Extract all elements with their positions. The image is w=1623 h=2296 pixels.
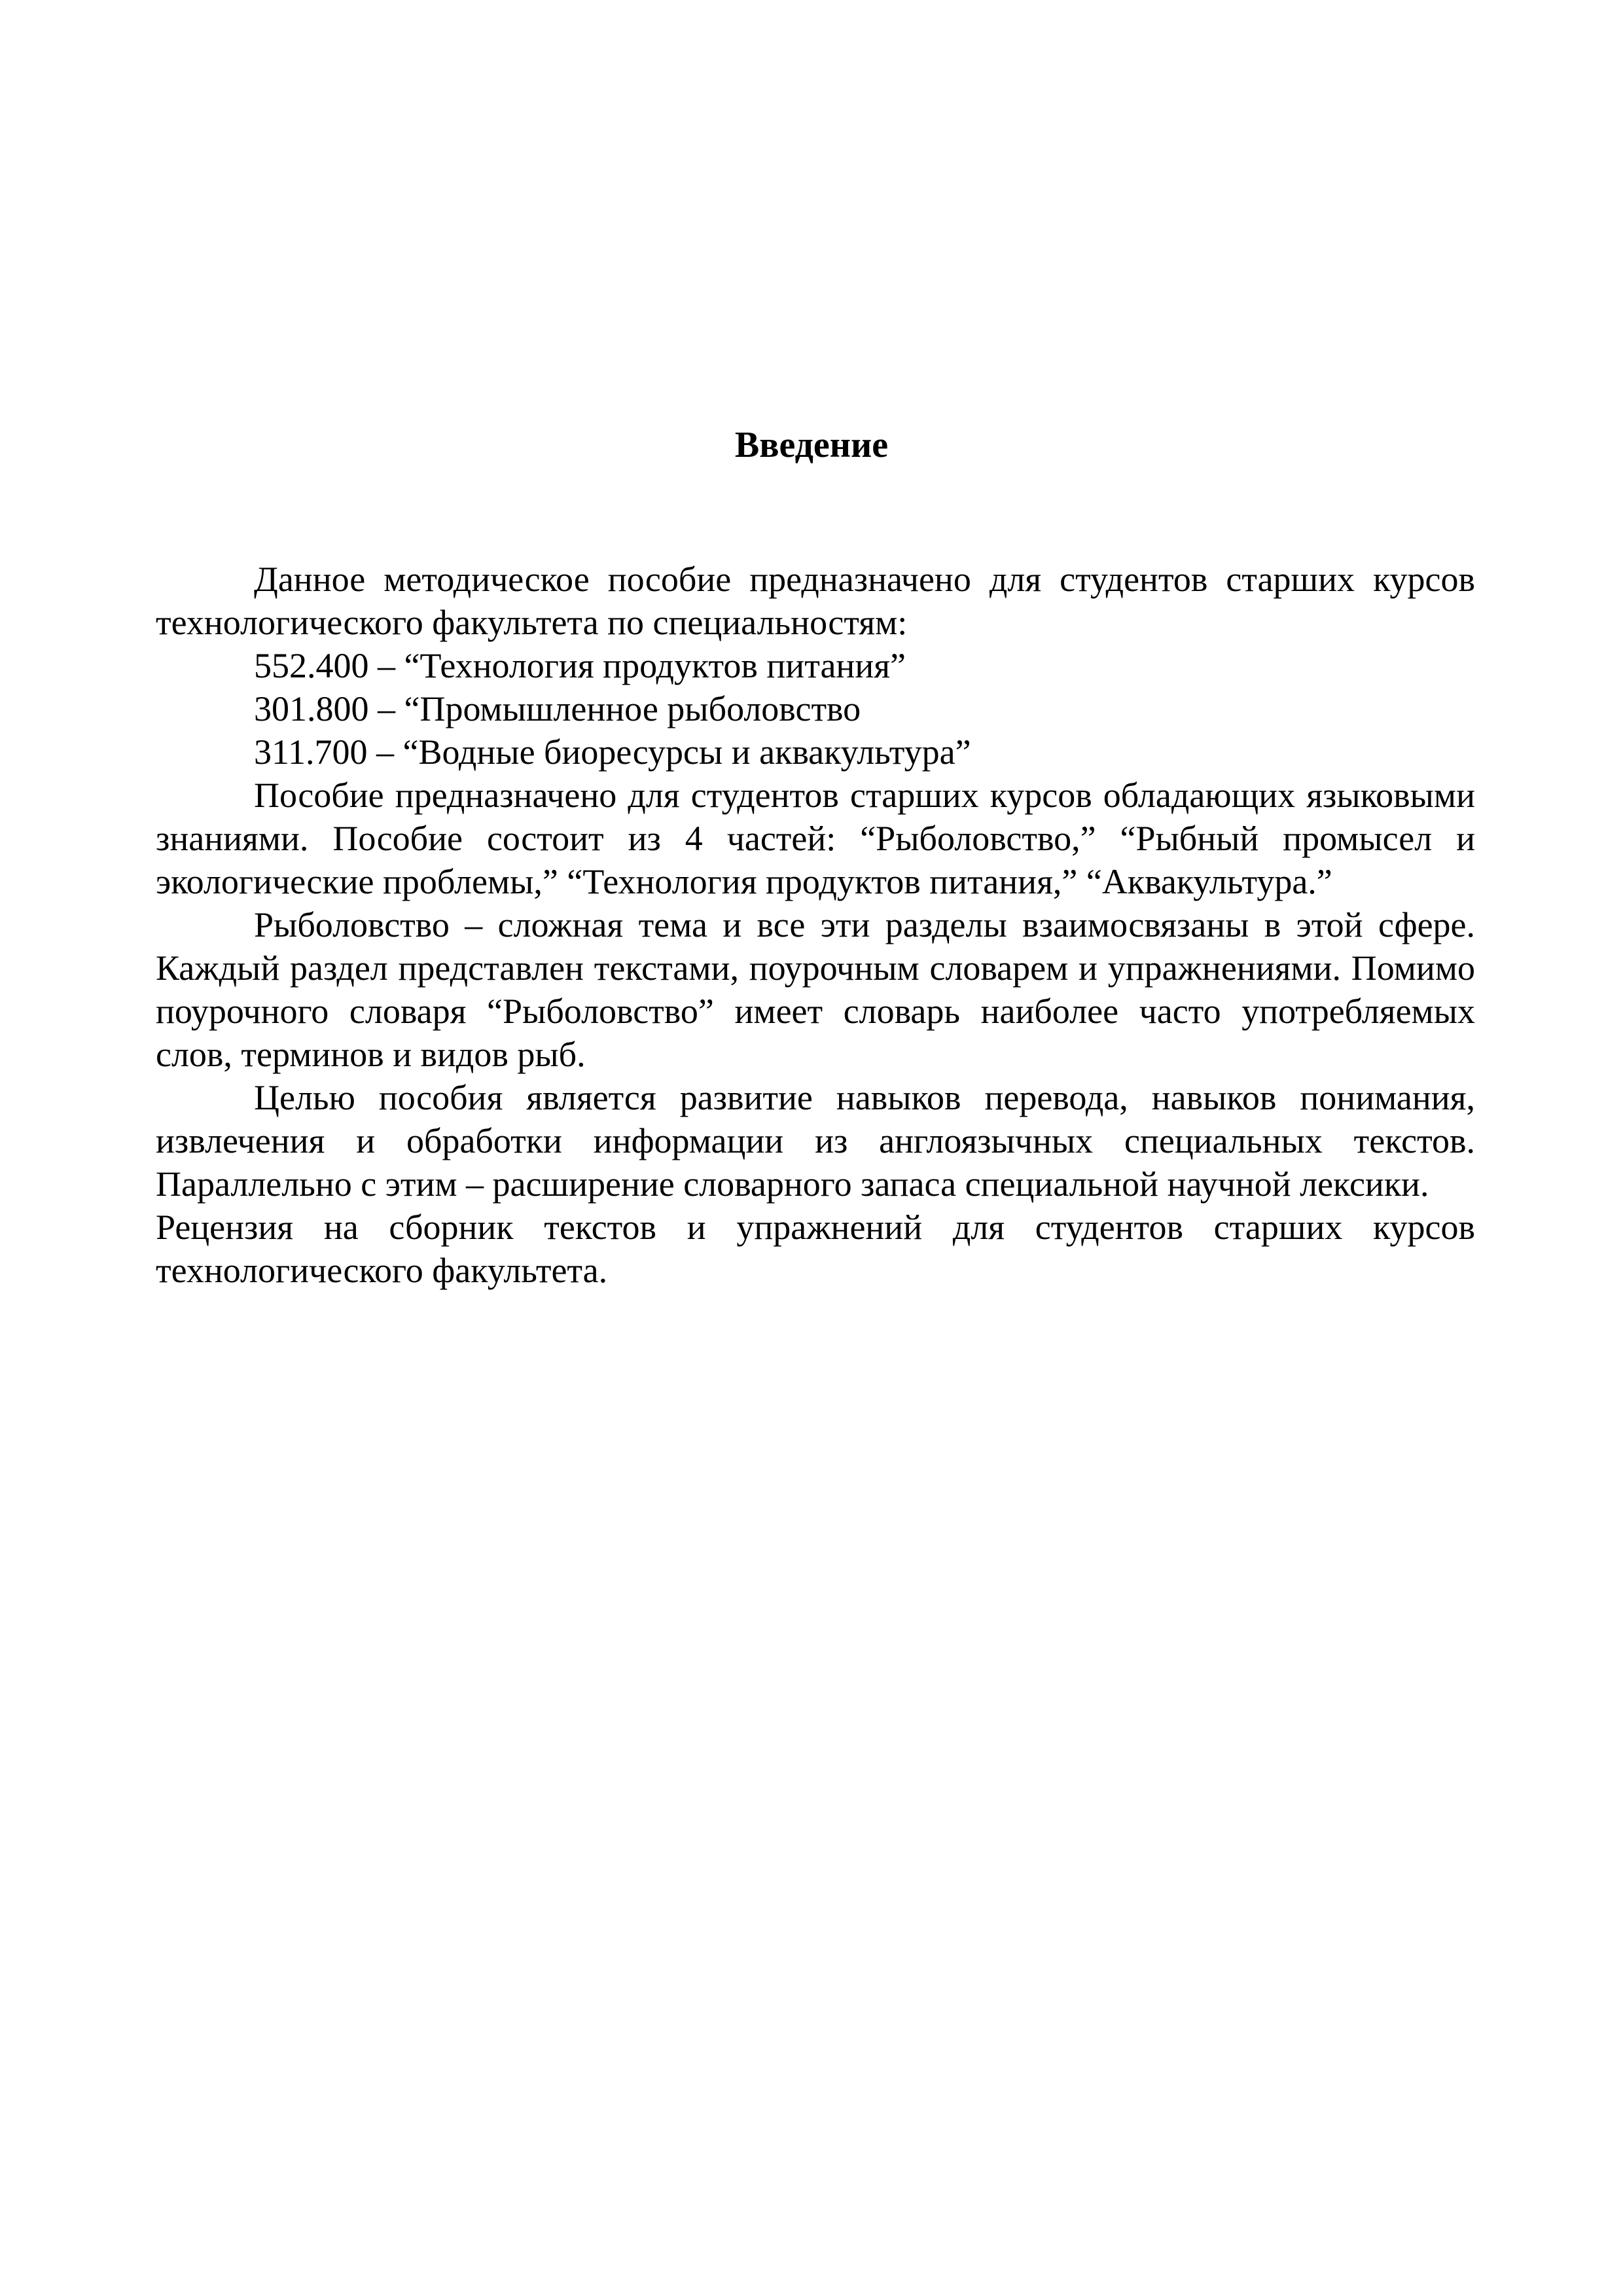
review-paragraph: Рецензия на сборник текстов и упражнений для студентов старших курсов технологического факультета. xyxy=(156,1208,1475,1290)
goal-paragraph: Целью пособия является развитие навыков перевода, навыков понимания, извлечения и обработки информации из англоязычных специальных текстов. Параллельно с этим – расширение словарного запаса специальной научной лексики. xyxy=(156,1078,1475,1204)
page-title: Введение xyxy=(734,425,889,465)
body-text xyxy=(156,558,1475,1292)
specialty-line: 301.800 – “Промышленное рыболовство xyxy=(254,689,861,728)
intro-paragraph: Данное методическое пособие предназначено для студентов старших курсов технологического факультета по специальностям: xyxy=(156,560,1475,642)
specialty-line: 552.400 – “Технология продуктов питания” xyxy=(254,646,906,685)
structure-paragraph: Пособие предназначено для студентов старших курсов обладающих языковыми знаниями. Пособие состоит из 4 частей: “Рыболовство,” “Рыбный промысел и экологические проблемы,” “Технология продуктов питания,” “Аквакультура.” xyxy=(156,776,1475,901)
topic-paragraph: Рыболовство – сложная тема и все эти разделы взаимосвязаны в этой сфере. Каждый раздел представлен текстами, поурочным словарем и упражнениями. Помимо поурочного словаря “Рыболовство” имеет словарь наиболее часто употребляемых слов, терминов и видов рыб. xyxy=(156,905,1475,1074)
specialty-line: 311.700 – “Водные биоресурсы и аквакультура” xyxy=(254,732,971,772)
